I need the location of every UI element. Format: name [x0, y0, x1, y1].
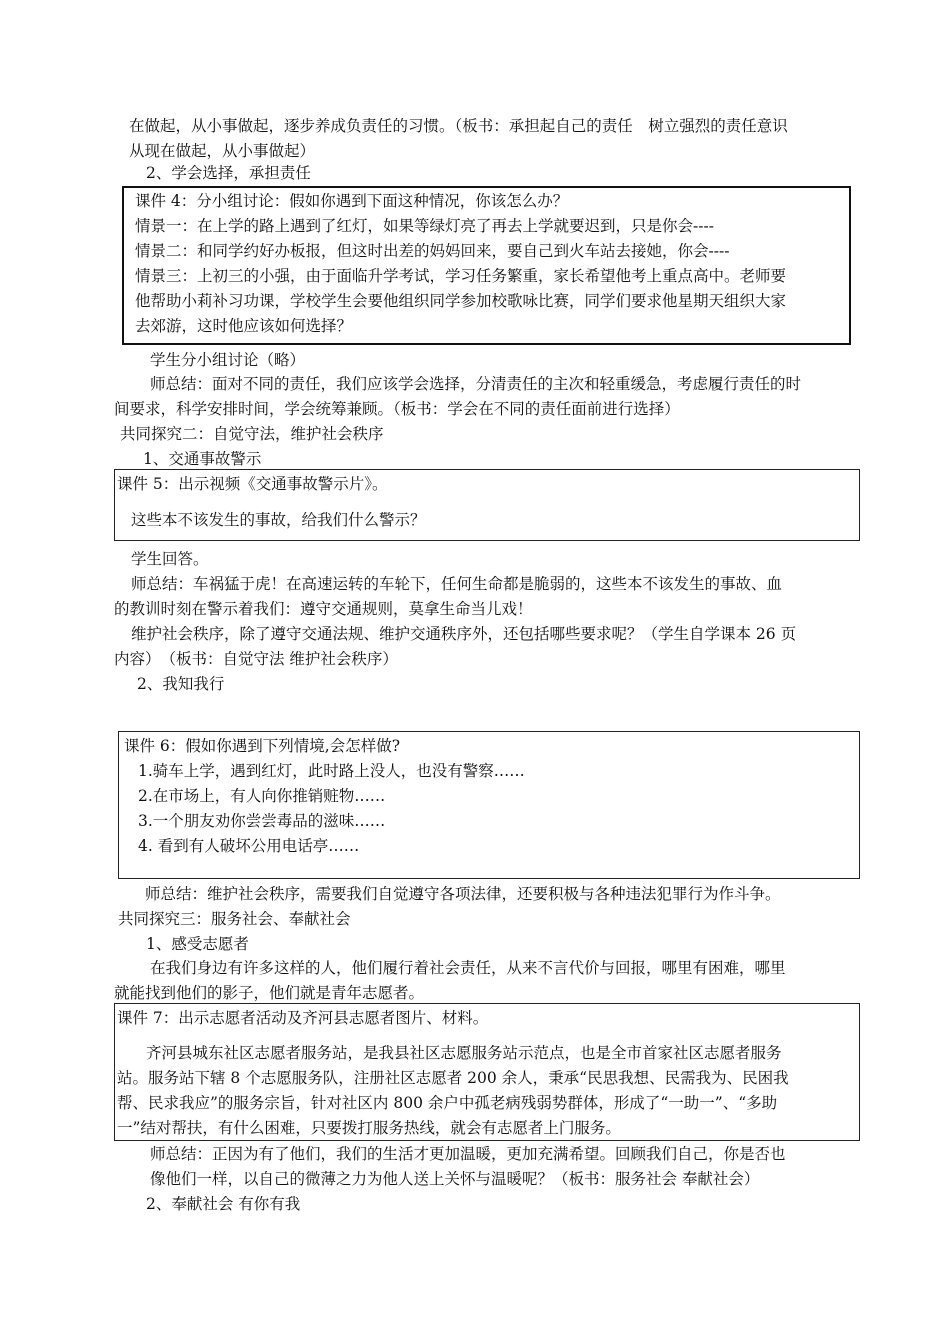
- paragraph-line: 就能找到他们的影子，他们就是青年志愿者。: [114, 984, 425, 1002]
- teacher-summary: 师总结：面对不同的责任，我们应该学会选择，分清责任的主次和轻重缓急，考虑履行责任的时: [150, 375, 802, 393]
- scenario-3-cont: 去郊游，这时他应该如何选择？: [135, 317, 353, 335]
- courseware-5-title: 课件 5：出示视频《交通事故警示片》。: [117, 475, 388, 493]
- exploration-3-heading: 共同探究三：服务社会、奉献社会: [118, 910, 351, 928]
- scenario-3-cont: 他帮助小莉补习功课，学校学生会要他组织同学参加校歌咏比赛，同学们要求他星期天组织大家: [135, 292, 787, 310]
- situation-item: 3.一个朋友劝你尝尝毒品的滋味……: [138, 812, 386, 830]
- volunteer-material-cont: 一”结对帮扶，有什么困难，只要拨打服务热线，就会有志愿者上门服务。: [117, 1119, 621, 1137]
- paragraph-line: 在做起，从小事做起，逐步养成负责任的习惯。（板书：承担起自己的责任 树立强烈的责任意识: [129, 117, 788, 135]
- paragraph-line: 从现在做起，从小事做起）: [129, 142, 316, 160]
- courseware-4-title: 课件 4：分小组讨论：假如你遇到下面这种情况，你该怎么办？: [135, 192, 569, 210]
- paragraph-line: 维护社会秩序，除了遵守交通法规、维护交通秩序外，还包括哪些要求呢？（学生自学课本 26 页: [131, 625, 797, 643]
- scenario-1: 情景一：在上学的路上遇到了红灯，如果等绿灯亮了再去上学就要迟到，只是你会----: [135, 217, 714, 235]
- volunteer-material-cont: 站。服务站下辖 8 个志愿服务队，注册社区志愿者 200 余人，秉承“民思我想、民需我为、民困我: [117, 1069, 789, 1087]
- discussion-note: 学生分小组讨论（略）: [150, 351, 306, 369]
- teacher-summary: 师总结：维护社会秩序，需要我们自觉遵守各项法律，还要积极与各种违法犯罪行为作斗争。: [145, 885, 781, 903]
- exploration-2-heading: 共同探究二：自觉守法，维护社会秩序: [120, 425, 384, 443]
- student-answer: 学生回答。: [131, 550, 209, 568]
- section-heading: 1、感受志愿者: [146, 935, 249, 953]
- teacher-summary-cont: 像他们一样，以自己的微薄之力为他人送上关怀与温暖呢？（板书：服务社会 奉献社会）: [150, 1170, 760, 1188]
- teacher-summary-cont: 间要求，科学安排时间，学会统筹兼顾。（板书：学会在不同的责任面前进行选择）: [114, 400, 680, 418]
- teacher-summary: 师总结：车祸猛于虎！在高速运转的车轮下，任何生命都是脆弱的，这些本不该发生的事故、血: [131, 575, 783, 593]
- volunteer-material-cont: 帮、民求我应”的服务宗旨，针对社区内 800 余户中孤老病残弱势群体，形成了“一助一”、“多助: [117, 1094, 778, 1112]
- courseware-6-title: 课件 6：假如你遇到下列情境,会怎样做?: [124, 737, 401, 755]
- situation-item: 4. 看到有人破坏公用电话亭……: [138, 837, 360, 855]
- teacher-summary-cont: 的教训时刻在警示着我们：遵守交通规则，莫拿生命当儿戏！: [114, 600, 533, 618]
- courseware-7-title: 课件 7：出示志愿者活动及齐河县志愿者图片、材料。: [117, 1009, 489, 1027]
- teacher-summary: 师总结：正因为有了他们，我们的生活才更加温暖，更加充满希望。回顾我们自己，你是否也: [150, 1145, 786, 1163]
- section-heading: 2、学会选择，承担责任: [146, 164, 311, 182]
- paragraph-line: 内容） （板书：自觉守法 维护社会秩序）: [114, 650, 398, 668]
- volunteer-material: 齐河县城东社区志愿者服务站，是我县社区志愿服务站示范点，也是全市首家社区志愿者服务: [146, 1044, 782, 1062]
- courseware-5-question: 这些本不该发生的事故，给我们什么警示？: [131, 511, 426, 529]
- scenario-2: 情景二：和同学约好办板报，但这时出差的妈妈回来，要自己到火车站去接她，你会----: [135, 242, 730, 260]
- section-heading: 2、奉献社会 有你有我: [146, 1195, 301, 1213]
- situation-item: 1.骑车上学，遇到红灯，此时路上没人，也没有警察……: [138, 762, 525, 780]
- paragraph-line: 在我们身边有许多这样的人，他们履行着社会责任，从来不言代价与回报，哪里有困难，哪里: [150, 959, 786, 977]
- situation-item: 2.在市场上，有人向你推销赃物……: [138, 787, 386, 805]
- scenario-3: 情景三：上初三的小强，由于面临升学考试，学习任务繁重，家长希望他考上重点高中。老师要: [135, 267, 787, 285]
- section-heading: 1、交通事故警示: [143, 450, 262, 468]
- section-heading: 2、我知我行: [137, 675, 225, 693]
